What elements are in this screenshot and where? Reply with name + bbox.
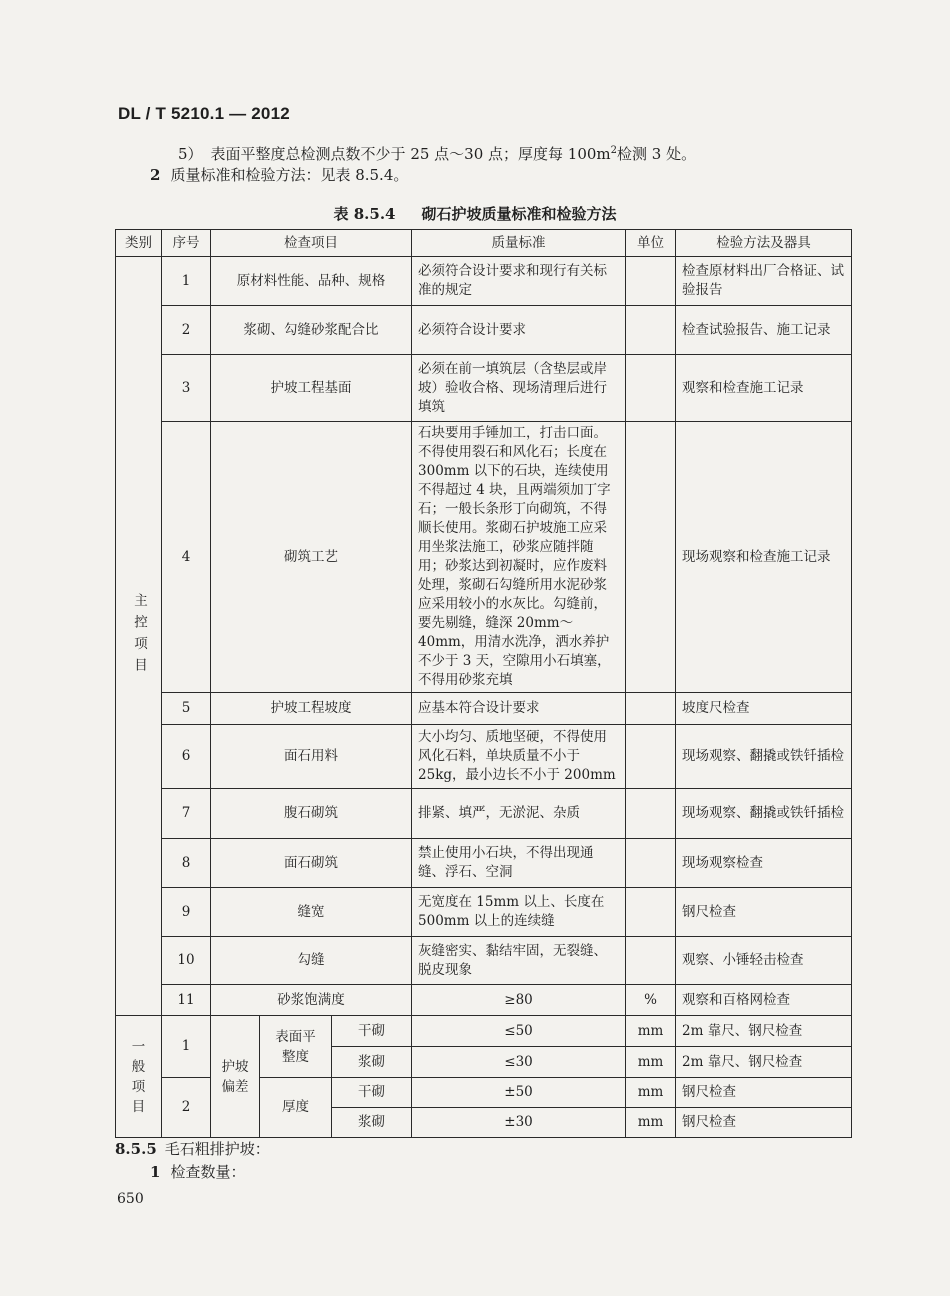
method-cell: 现场观察、翻撬或铁钎插检 bbox=[676, 789, 852, 839]
unit-cell bbox=[626, 937, 676, 985]
item-text-end: 检测 3 处。 bbox=[617, 145, 697, 163]
item-text: 表面平整度总检测点数不少于 25 点～30 点；厚度每 100m bbox=[210, 145, 611, 163]
method-cell: 钢尺检查 bbox=[676, 1108, 852, 1138]
method-cell: 现场观察和检查施工记录 bbox=[676, 422, 852, 693]
seq-cell: 2 bbox=[162, 1078, 211, 1138]
standard-cell: 大小均匀、质地坚硬，不得使用风化石料，单块质量不小于25kg，最小边长不小于 200mm bbox=[412, 725, 626, 789]
sub-item-cell: 干砌 bbox=[332, 1078, 412, 1108]
seq-cell: 1 bbox=[162, 1016, 211, 1078]
item-cell: 厚度 bbox=[260, 1078, 332, 1138]
item-text: 质量标准和检验方法：见表 8.5.4。 bbox=[170, 166, 409, 184]
seq-cell: 4 bbox=[162, 422, 211, 693]
table-row bbox=[116, 888, 852, 937]
unit-cell: mm bbox=[626, 1016, 676, 1047]
unit-cell bbox=[626, 355, 676, 422]
seq-cell: 9 bbox=[162, 888, 211, 937]
superscript: 2 bbox=[610, 145, 618, 156]
unit-cell bbox=[626, 693, 676, 725]
page-number: 650 bbox=[117, 1191, 144, 1207]
seq-cell: 8 bbox=[162, 839, 211, 888]
seq-cell: 1 bbox=[162, 257, 211, 306]
standard-cell: ≤30 bbox=[412, 1047, 626, 1078]
standard-cell: 灰缝密实、黏结牢固，无裂缝、脱皮现象 bbox=[412, 937, 626, 985]
method-cell: 现场观察、翻撬或铁钎插检 bbox=[676, 725, 852, 789]
table-title: 砌石护坡质量标准和检验方法 bbox=[421, 205, 617, 223]
col-header-item: 检查项目 bbox=[211, 230, 412, 257]
method-cell: 钢尺检查 bbox=[676, 1078, 852, 1108]
unit-cell bbox=[626, 725, 676, 789]
table-row bbox=[116, 937, 852, 985]
paragraph-item-1 bbox=[150, 1161, 245, 1182]
item-cell: 原材料性能、品种、规格 bbox=[211, 257, 412, 306]
document-code: DL / T 5210.1 — 2012 bbox=[118, 104, 290, 123]
item-cell: 护坡工程坡度 bbox=[211, 693, 412, 725]
method-cell: 观察和百格网检查 bbox=[676, 985, 852, 1016]
col-header-unit: 单位 bbox=[626, 230, 676, 257]
section-heading bbox=[115, 1138, 270, 1159]
standard-cell: 应基本符合设计要求 bbox=[412, 693, 626, 725]
category-general: 一般项目 bbox=[116, 1016, 162, 1138]
item-cell: 护坡工程基面 bbox=[211, 355, 412, 422]
seq-cell: 11 bbox=[162, 985, 211, 1016]
standard-cell: ±30 bbox=[412, 1108, 626, 1138]
standard-cell: 必须符合设计要求 bbox=[412, 306, 626, 355]
table-row bbox=[116, 257, 852, 306]
method-cell: 2m 靠尺、钢尺检查 bbox=[676, 1016, 852, 1047]
method-cell: 观察、小锤轻击检查 bbox=[676, 937, 852, 985]
item-cell: 面石用料 bbox=[211, 725, 412, 789]
item-number: 2 bbox=[150, 166, 161, 184]
unit-cell: % bbox=[626, 985, 676, 1016]
col-header-category: 类别 bbox=[116, 230, 162, 257]
col-header-method: 检验方法及器具 bbox=[676, 230, 852, 257]
unit-cell: mm bbox=[626, 1078, 676, 1108]
table-header-row bbox=[116, 230, 852, 257]
item-cell: 砂浆饱满度 bbox=[211, 985, 412, 1016]
method-cell: 钢尺检查 bbox=[676, 888, 852, 937]
col-header-standard: 质量标准 bbox=[412, 230, 626, 257]
standard-cell: ≤50 bbox=[412, 1016, 626, 1047]
table-row bbox=[116, 725, 852, 789]
method-cell: 2m 靠尺、钢尺检查 bbox=[676, 1047, 852, 1078]
item-cell: 砌筑工艺 bbox=[211, 422, 412, 693]
seq-cell: 6 bbox=[162, 725, 211, 789]
table-caption bbox=[0, 203, 950, 224]
table-row bbox=[116, 985, 852, 1016]
item-cell: 腹石砌筑 bbox=[211, 789, 412, 839]
item-cell: 面石砌筑 bbox=[211, 839, 412, 888]
seq-cell: 3 bbox=[162, 355, 211, 422]
col-header-seq: 序号 bbox=[162, 230, 211, 257]
table-row bbox=[116, 1016, 852, 1047]
unit-cell bbox=[626, 839, 676, 888]
sub-item-cell: 干砌 bbox=[332, 1016, 412, 1047]
table-row bbox=[116, 355, 852, 422]
table-row bbox=[116, 693, 852, 725]
unit-cell: mm bbox=[626, 1108, 676, 1138]
method-cell: 观察和检查施工记录 bbox=[676, 355, 852, 422]
table-row bbox=[116, 789, 852, 839]
group-cell: 护坡偏差 bbox=[211, 1016, 260, 1138]
standard-cell: 无宽度在 15mm 以上、长度在500mm 以上的连续缝 bbox=[412, 888, 626, 937]
item-cell: 浆砌、勾缝砂浆配合比 bbox=[211, 306, 412, 355]
item-cell: 表面平整度 bbox=[260, 1016, 332, 1078]
standard-cell: 必须符合设计要求和现行有关标准的规定 bbox=[412, 257, 626, 306]
seq-cell: 10 bbox=[162, 937, 211, 985]
item-cell: 勾缝 bbox=[211, 937, 412, 985]
standard-cell: ≥80 bbox=[412, 985, 626, 1016]
standard-cell: 排紧、填严，无淤泥、杂质 bbox=[412, 789, 626, 839]
seq-cell: 7 bbox=[162, 789, 211, 839]
table-row bbox=[116, 839, 852, 888]
method-cell: 检查试验报告、施工记录 bbox=[676, 306, 852, 355]
quality-standard-table bbox=[115, 229, 852, 1138]
standard-cell: 必须在前一填筑层（含垫层或岸坡）验收合格、现场清理后进行填筑 bbox=[412, 355, 626, 422]
seq-cell: 2 bbox=[162, 306, 211, 355]
sub-item-cell: 浆砌 bbox=[332, 1047, 412, 1078]
unit-cell bbox=[626, 306, 676, 355]
unit-cell bbox=[626, 888, 676, 937]
method-cell: 现场观察检查 bbox=[676, 839, 852, 888]
standard-cell: 石块要用手锤加工，打击口面。不得使用裂石和风化石；长度在300mm 以下的石块，连续使用不得超过 4 块，且两端须加丁字石；一般长条形丁向砌筑，不得顺长使用。浆砌石护坡施工应采用坐浆法施工，砂浆应随拌随用；砂浆达到初凝时，应作废料处理，浆砌石勾缝所用水泥砂浆应采用较小的水灰比。勾缝前，要先剔缝，缝深 20mm～40mm，用清水洗净，洒水养护不少于 3 天，空隙用小石填塞，不得用砂浆充填 bbox=[412, 422, 626, 693]
standard-cell: 禁止使用小石块，不得出现通缝、浮石、空洞 bbox=[412, 839, 626, 888]
table-row bbox=[116, 306, 852, 355]
sub-item-cell: 浆砌 bbox=[332, 1108, 412, 1138]
table-number: 表 8.5.4 bbox=[333, 205, 396, 223]
item-cell: 缝宽 bbox=[211, 888, 412, 937]
unit-cell: mm bbox=[626, 1047, 676, 1078]
item-number: 1 bbox=[150, 1163, 161, 1181]
seq-cell: 5 bbox=[162, 693, 211, 725]
item-number: 5） bbox=[178, 145, 203, 163]
method-cell: 坡度尺检查 bbox=[676, 693, 852, 725]
category-main: 主控项目 bbox=[116, 257, 162, 1016]
unit-cell bbox=[626, 789, 676, 839]
section-number: 8.5.5 bbox=[115, 1140, 157, 1158]
table-row bbox=[116, 422, 852, 693]
item-text: 检查数量： bbox=[170, 1163, 246, 1181]
unit-cell bbox=[626, 422, 676, 693]
section-title: 毛石粗排护坡： bbox=[164, 1140, 270, 1158]
unit-cell bbox=[626, 257, 676, 306]
standard-cell: ±50 bbox=[412, 1078, 626, 1108]
method-cell: 检查原材料出厂合格证、试验报告 bbox=[676, 257, 852, 306]
paragraph-item-2 bbox=[150, 164, 408, 185]
paragraph-item-5 bbox=[178, 143, 696, 164]
